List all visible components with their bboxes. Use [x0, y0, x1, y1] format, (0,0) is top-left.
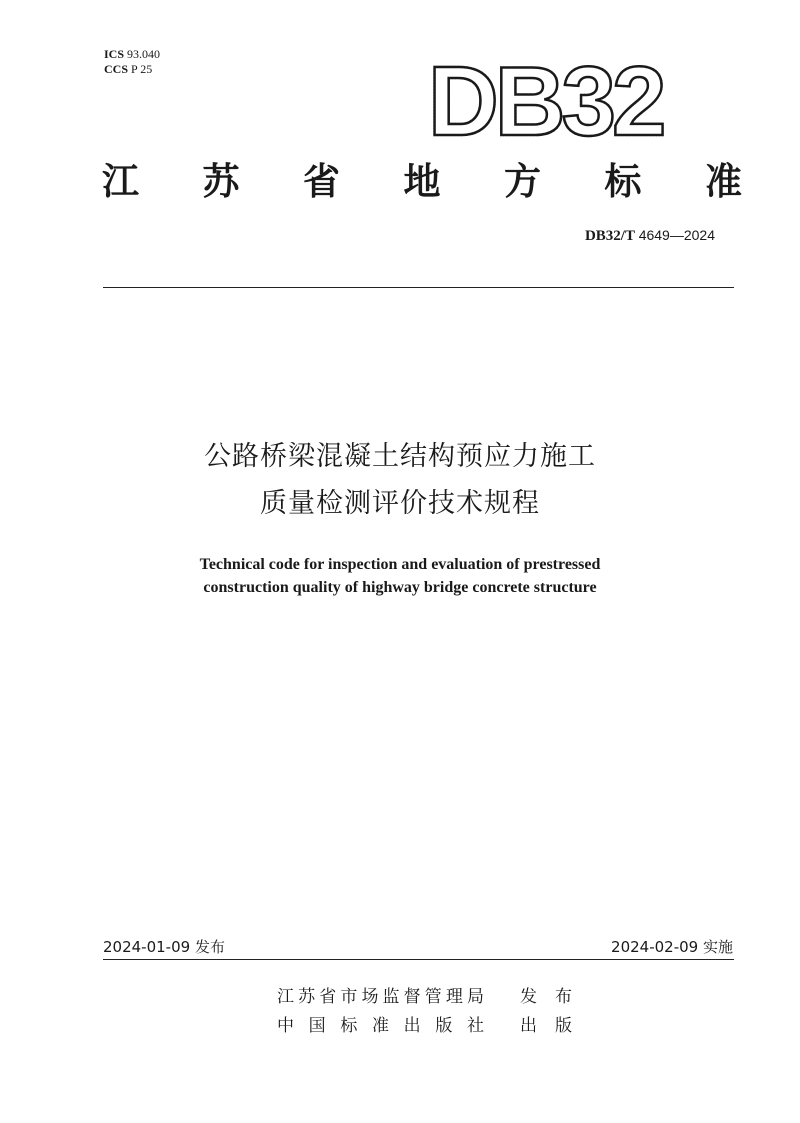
standard-type-char: 江 — [102, 160, 139, 203]
header-divider — [103, 287, 734, 288]
issuer-line — [277, 986, 590, 1008]
publisher-line — [277, 1015, 590, 1037]
title-en-line2: construction quality of highway bridge concrete structure — [203, 579, 597, 596]
standard-type-char: 省 — [303, 160, 340, 203]
document-number-prefix: DB32/T — [584, 228, 635, 244]
ccs-code — [104, 62, 152, 76]
title-cn-line1: 公路桥梁混凝土结构预应力施工 — [204, 441, 596, 472]
standard-type-heading — [102, 160, 742, 204]
issue-date: 2024-01-09 发布 — [103, 938, 225, 956]
document-number-code: 4649—2024 — [638, 227, 715, 243]
issuer-name: 江苏省市场监督管理局 — [277, 987, 484, 1007]
ics-value: 93.040 — [127, 47, 161, 61]
title-cn-line2: 质量检测评价技术规程 — [260, 488, 540, 519]
ccs-label: CCS — [104, 62, 129, 76]
standard-type-char: 准 — [705, 160, 742, 203]
standard-type-char: 标 — [604, 160, 642, 203]
implementation-date: 2024-02-09 实施 — [611, 938, 733, 956]
ics-label: ICS — [104, 47, 125, 61]
standard-type-char: 方 — [504, 160, 541, 203]
footer-divider — [103, 959, 734, 960]
document-number — [585, 226, 715, 245]
standard-type-char: 苏 — [202, 160, 240, 203]
issuer-action: 发布 — [520, 987, 590, 1007]
title-en-line1: Technical code for inspection and evaluation of prestressed — [199, 556, 601, 573]
standard-type-char: 地 — [403, 160, 441, 203]
ccs-value: P 25 — [131, 62, 153, 76]
ics-code — [104, 47, 160, 61]
publisher-action: 出版 — [520, 1016, 590, 1036]
publisher-name: 中国标准出版社 — [277, 1016, 484, 1036]
db32-logo: DB32 — [428, 46, 663, 156]
